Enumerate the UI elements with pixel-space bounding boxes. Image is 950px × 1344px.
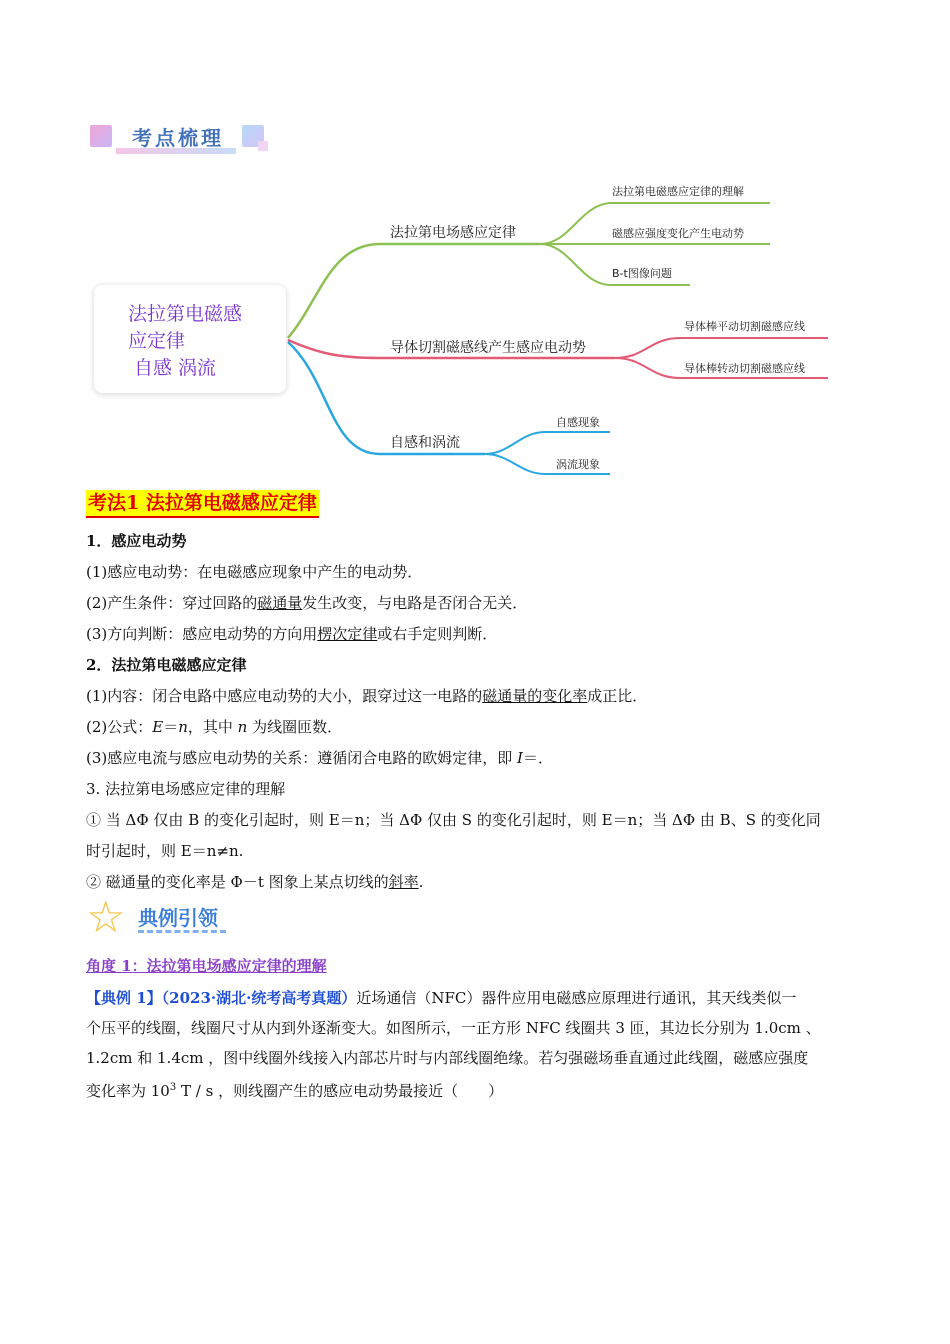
child-label-3-2: 涡流现象 [556,458,600,471]
heading-1: 1．感应电动势 [86,532,187,550]
child-line-2-1 [615,338,828,358]
text-line-8: 时引起时，则 E＝n≠n. [86,842,244,860]
star-icon: ☆ [86,892,126,943]
underlined-term: 楞次定律 [317,625,378,643]
mindmap-center-node [94,285,286,393]
text-line-2: (2)产生条件：穿过回路的磁通量发生改变，与电路是否闭合无关． [86,594,528,612]
section-title-kaofa-1: 考法1 法拉第电磁感应定律 [86,490,319,518]
example-header-title: 典例引领 [138,906,218,930]
text-line-3: (3)方向判断：感应电动势的方向用楞次定律或右手定则判断． [86,625,498,643]
heading-3: 3. 法拉第电场感应定律的理解 [86,780,286,798]
child-label-3-1: 自感现象 [556,416,600,429]
angle-title: 角度 1：法拉第电场感应定律的理解 [86,957,327,975]
text-line-1: (1)感应电动势：在电磁感应现象中产生的电动势． [86,563,423,581]
branch-label-1: 法拉第电场感应定律 [390,225,516,241]
child-label-2-1: 导体棒平动切割磁感应线 [684,320,805,333]
example-tag: 【典例 1】（2023·湖北·统考高考真题） [86,989,357,1007]
example-section-header [86,892,246,943]
branch-line-1 [288,244,540,338]
underlined-term: 磁通量 [257,594,303,612]
example-1-paragraph: 【典例 1】（2023·湖北·统考高考真题）近场通信（NFC）器件应用电磁感应原理进行通讯，其天线类似一 个压平的线圈，线圈尺寸从内到外逐渐变大。如图所示，一正方形 NFC 线圈共 3 匝，其边长分别为 1.0cm 、 1.2cm 和 1.4cm ，图中线圈外线接入内部芯片时与内部线圈绝缘。若匀强磁场垂直通过此线圈，磁感应强度 变化率为 $10^3$ T / s ，则线圈产生的感应电动势最接近（ ） [86,989,821,1100]
underlined-term: 斜率 [388,873,419,891]
heading-2: 2．法拉第电磁感应定律 [86,656,247,674]
center-line-1: 法拉第电磁感 [128,303,243,325]
child-label-1-2: 磁感应强度变化产生电动势 [612,227,744,240]
center-line-2: 应定律 [128,330,186,352]
child-label-2-2: 导体棒转动切割磁感应线 [684,362,805,375]
text-line-9: ② 磁通量的变化率是 Φ－t 图象上某点切线的斜率. [86,873,424,891]
text-line-6: (3)感应电流与感应电动势的关系：遵循闭合电路的欧姆定律，即 I＝． [86,749,553,767]
child-line-3-1 [485,432,610,454]
text-line-7: ① 当 ΔΦ 仅由 B 的变化引起时，则 E＝n；当 ΔΦ 仅由 S 的变化引起时，则 E＝n；当 ΔΦ 由 B、S 的变化同 [86,811,821,829]
dashed-underline [138,930,226,933]
branch-label-3: 自感和涡流 [390,435,460,451]
child-label-1-1: 法拉第电磁感应定律的理解 [612,185,744,198]
center-line-3: 自感 涡流 [134,357,217,379]
header-title: 考点梳理 [132,126,224,150]
underlined-term: 磁通量的变化率 [482,687,588,705]
child-label-1-3: B-t图像问题 [612,267,672,280]
text-line-4: (1)内容：闭合电路中感应电动势的大小，跟穿过这一电路的磁通量的变化率成正比． [86,687,648,705]
branch-label-2: 导体切割磁感线产生感应电动势 [390,340,586,356]
text-line-5: (2)公式：E＝n，其中 n 为线圈匝数． [86,718,343,736]
